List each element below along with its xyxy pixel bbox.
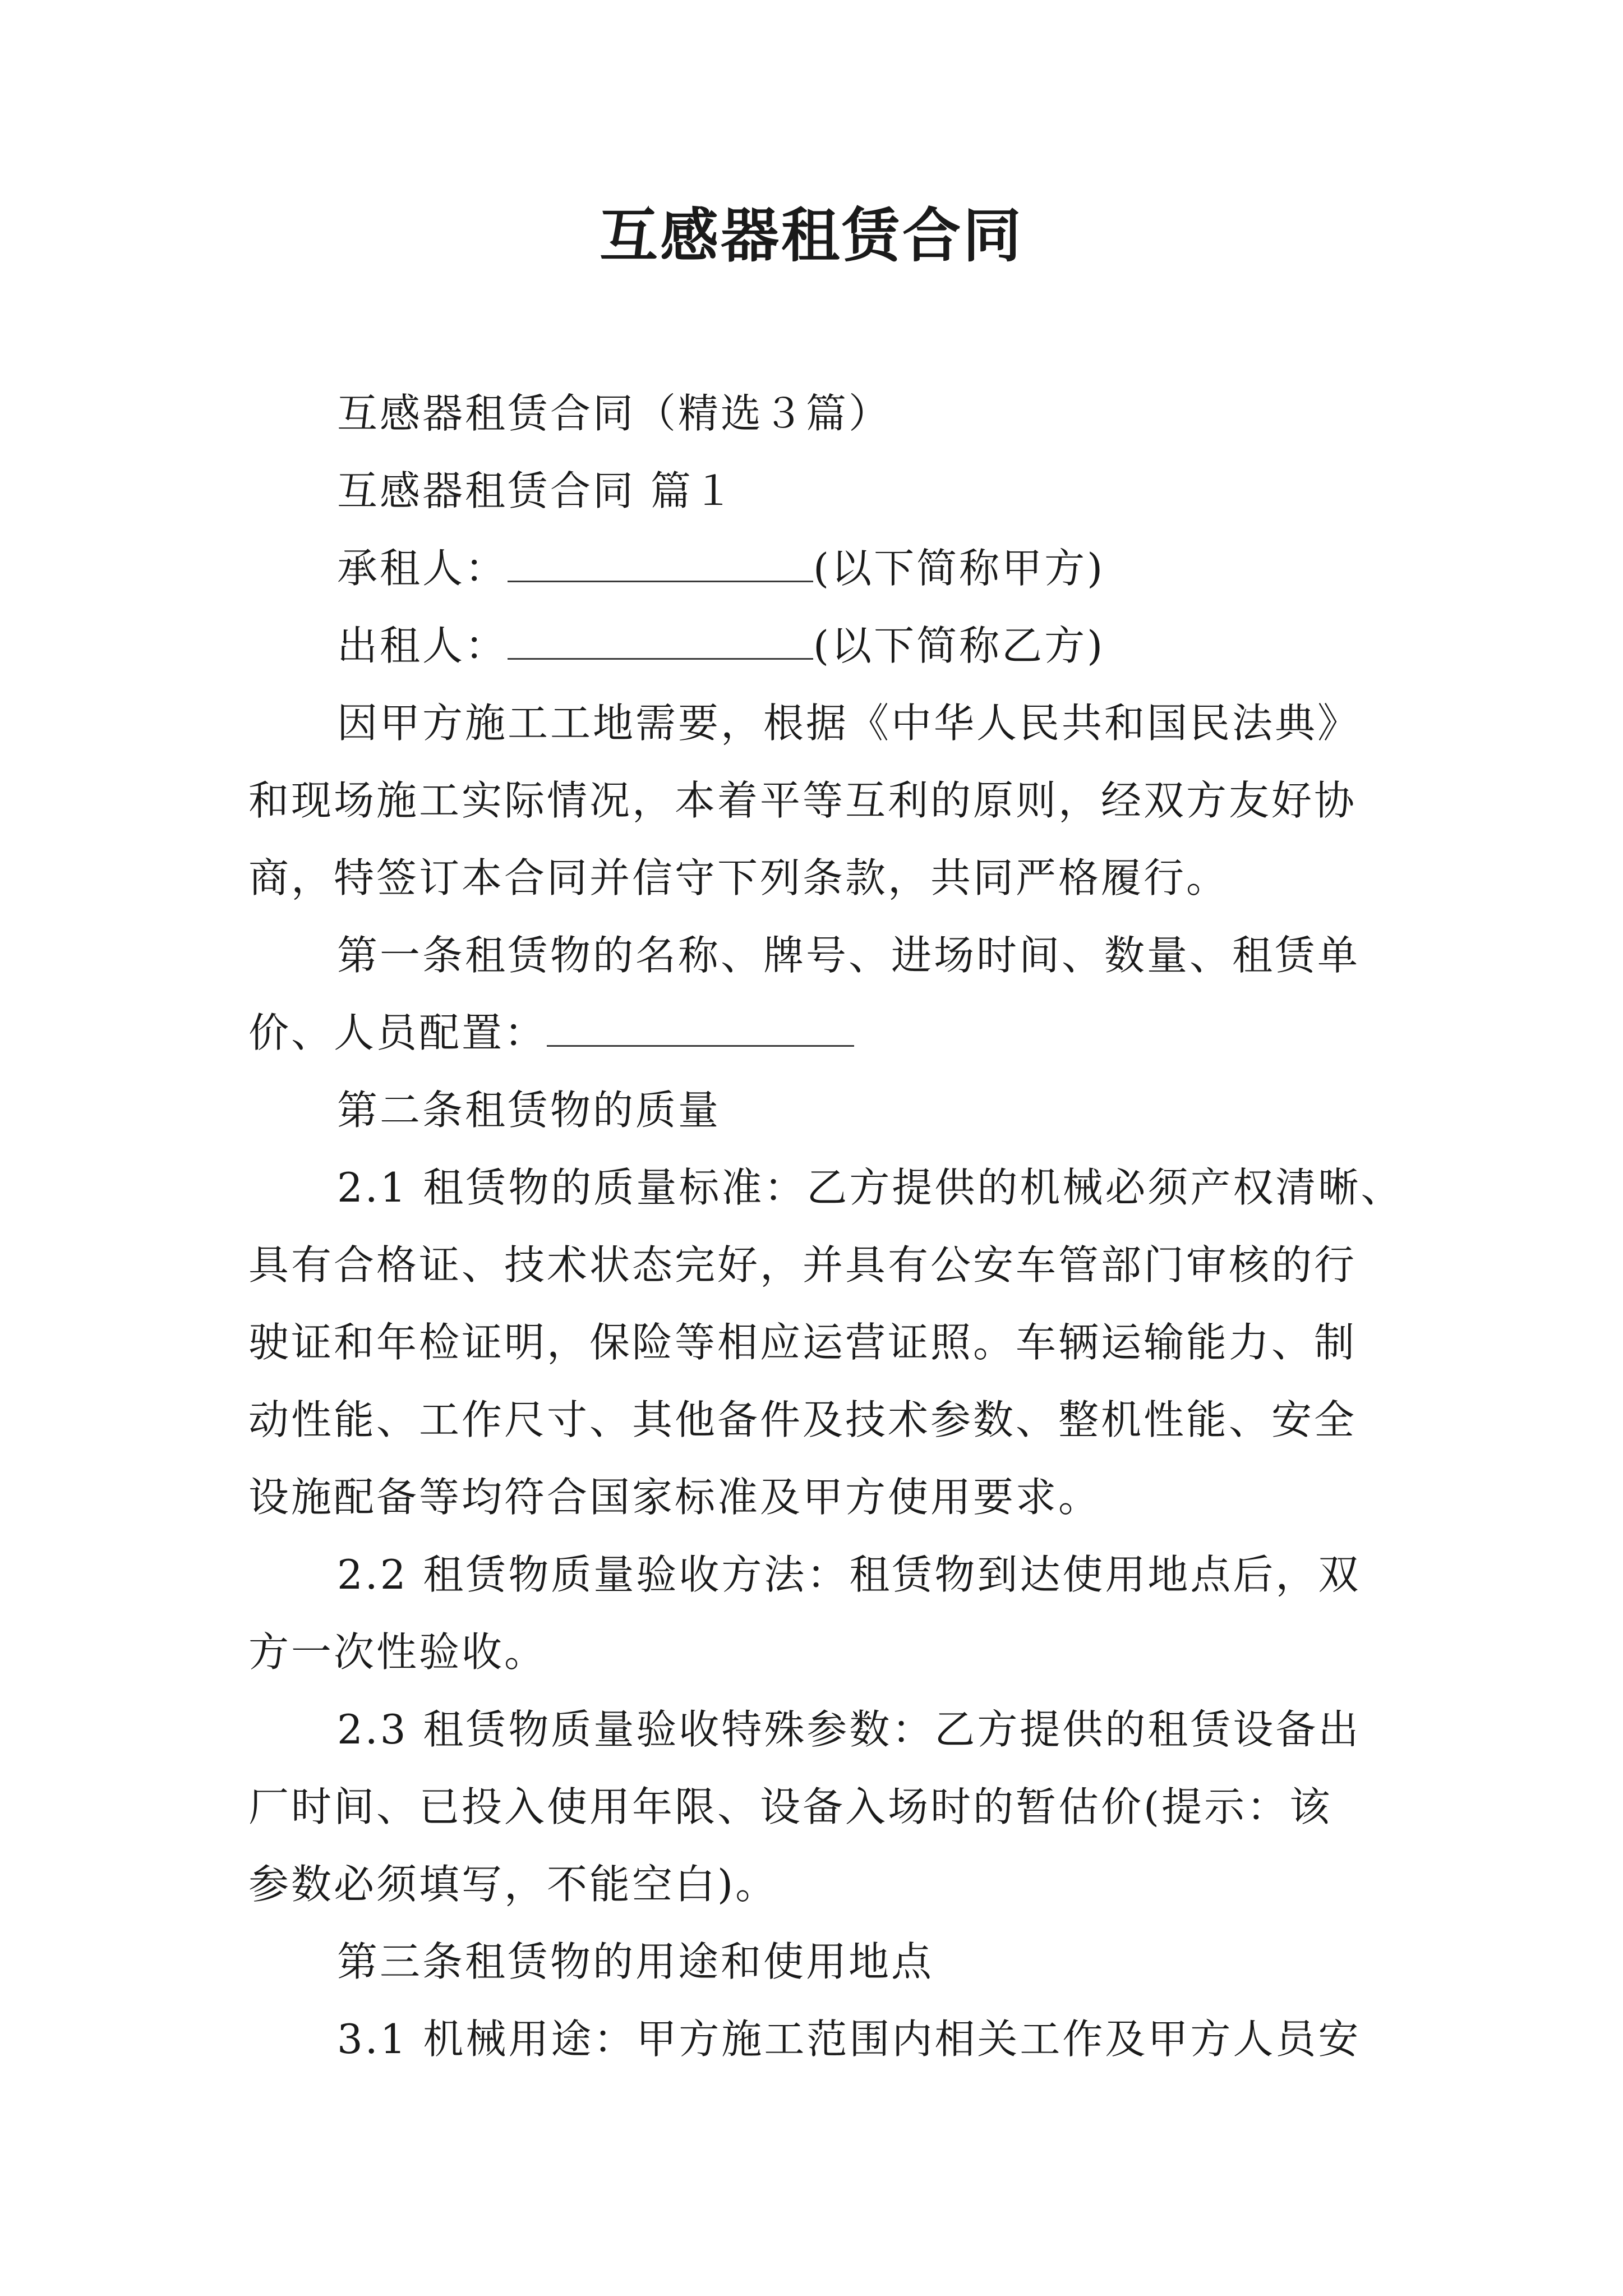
- clause-3-heading: 第三条租赁物的用途和使用地点: [337, 1938, 934, 1985]
- lessor-blank: [508, 624, 813, 660]
- subtitle-line: 互感器租赁合同（精选３篇）: [337, 390, 892, 437]
- staffing-blank: [547, 1011, 854, 1047]
- paragraph-line: 因甲方施工工地需要，根据《中华人民共和国民法典》: [337, 700, 1361, 747]
- clause-2-1-line: 动性能、工作尺寸、其他备件及技术参数、整机性能、安全: [248, 1396, 1357, 1443]
- clause-2-2-line: 2.2 租赁物质量验收方法：租赁物到达使用地点后，双: [337, 1551, 1361, 1598]
- clause-1-tail: 价、人员配置：: [248, 1009, 547, 1056]
- lessee-note: (以下简称甲方): [813, 545, 1105, 592]
- clause-2-3-line: 厂时间、已投入使用年限、设备入场时的暂估价(提示：该: [248, 1783, 1332, 1830]
- lessee-label: 承租人：: [337, 545, 508, 592]
- paragraph-line: 商，特签订本合同并信守下列条款，共同严格履行。: [248, 854, 1229, 901]
- document-title: 互感器租赁合同: [599, 201, 1023, 270]
- clause-3-1-line: 3.1 机械用途：甲方施工范围内相关工作及甲方人员安: [337, 2016, 1361, 2063]
- clause-2-heading: 第二条租赁物的质量: [337, 1087, 721, 1134]
- lessee-line: [248, 530, 1398, 607]
- clause-2-1-line: 设施配备等均符合国家标准及甲方使用要求。: [248, 1474, 1101, 1521]
- clause-2-1-line: 具有合格证、技术状态完好，并具有公安车管部门审核的行: [248, 1241, 1357, 1289]
- lessor-note: (以下简称乙方): [813, 622, 1105, 669]
- lessor-label: 出租人：: [337, 622, 508, 669]
- clause-2-2-line: 方一次性验收。: [248, 1628, 547, 1676]
- lessor-line: [248, 607, 1398, 684]
- clause-2-1-line: 驶证和年检证明，保险等相应运营证照。车辆运输能力、制: [248, 1319, 1357, 1366]
- clause-2-3-line: 参数必须填写，不能空白)。: [248, 1861, 778, 1908]
- lessee-blank: [508, 547, 813, 582]
- document-body: [248, 375, 1404, 2078]
- section-heading: 互感器租赁合同 篇１: [337, 467, 736, 514]
- paragraph-line: 和现场施工实际情况，本着平等互利的原则，经双方友好协: [248, 777, 1357, 824]
- clause-2-1-line: 2.1 租赁物的质量标准：乙方提供的机械必须产权清晰、: [337, 1164, 1404, 1211]
- clause-1-line: [248, 994, 1398, 1071]
- clause-1-line: 第一条租赁物的名称、牌号、进场时间、数量、租赁单: [337, 932, 1361, 979]
- clause-2-3-line: 2.3 租赁物质量验收特殊参数：乙方提供的租赁设备出: [337, 1706, 1361, 1753]
